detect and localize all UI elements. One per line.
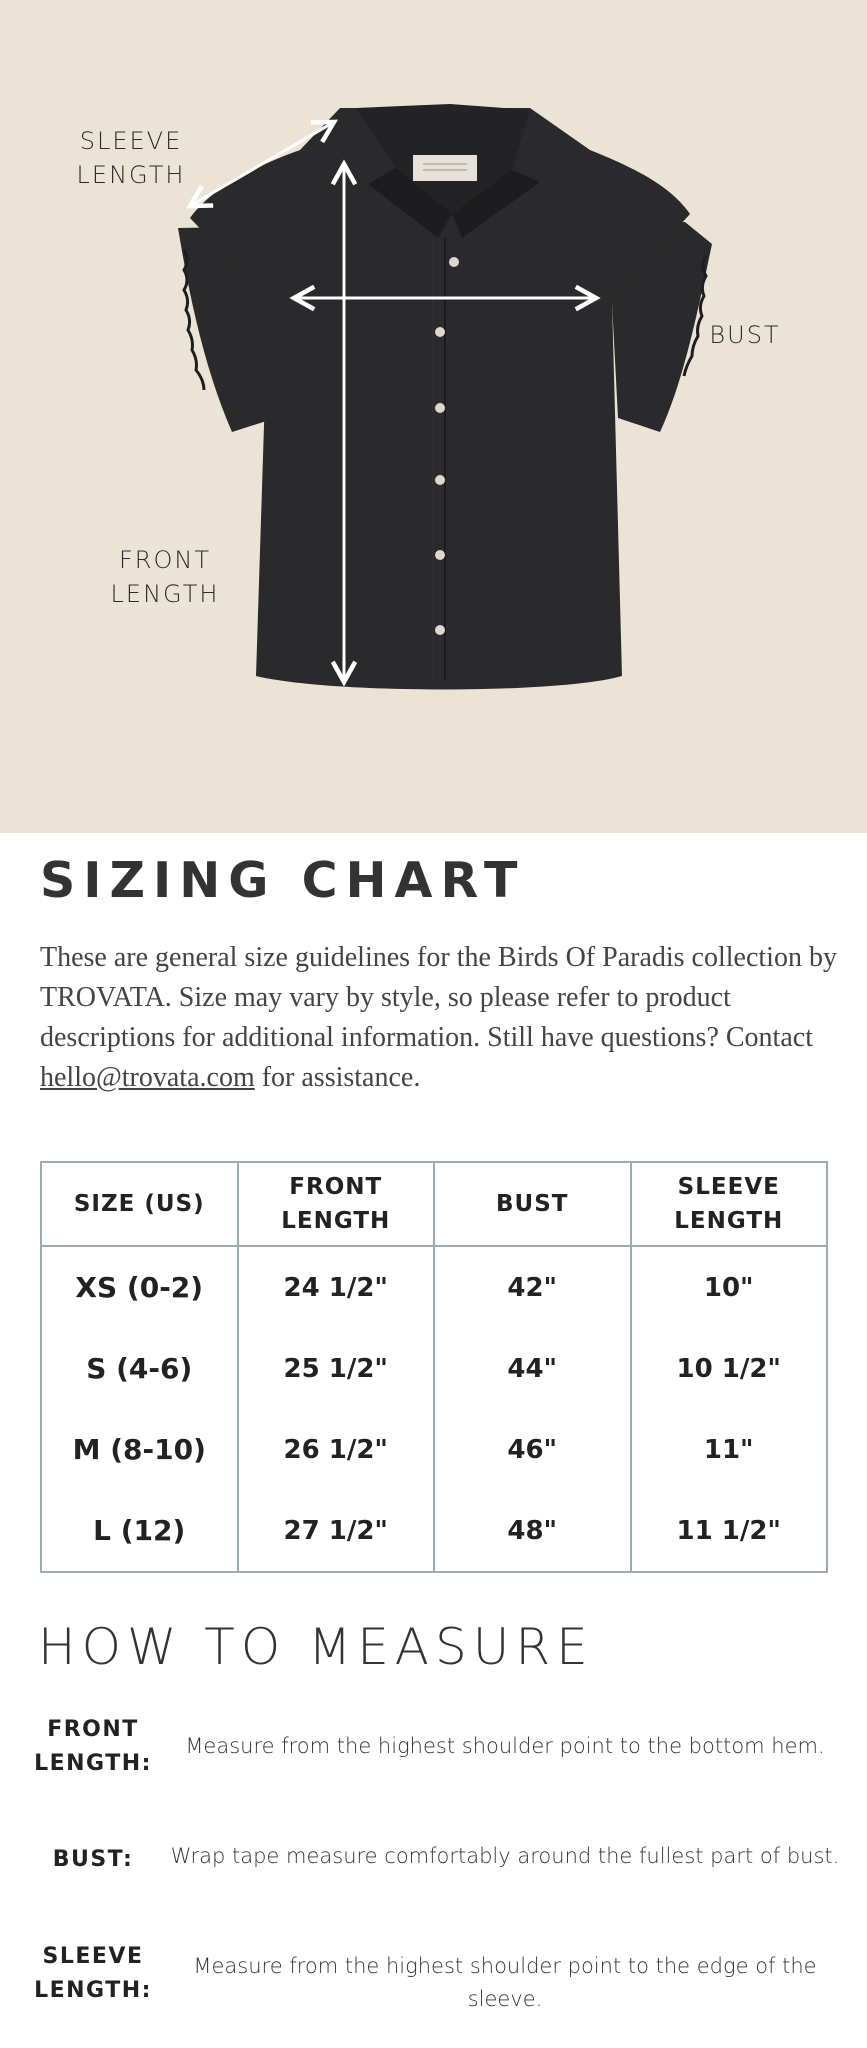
intro-paragraph: These are general size guidelines for the Birds Of Paradis collection by TROVATA. Size may vary by style, so please refer to product descriptions for additional information. Still have questions? Contact hello@trovata.com for assistance. bbox=[40, 942, 837, 1093]
table-row bbox=[41, 1328, 827, 1409]
table-row bbox=[41, 1246, 827, 1328]
measure-desc-bust: Wrap tape measure comfortably around the fullest part of bust. bbox=[170, 1844, 840, 1868]
cell-bust: 48" bbox=[434, 1490, 631, 1572]
front-length-label: FRONT LENGTH bbox=[110, 546, 220, 608]
table-header-row bbox=[41, 1162, 827, 1246]
cell-front-length: 25 1/2" bbox=[238, 1328, 435, 1409]
how-to-measure-title: HOW TO MEASURE bbox=[38, 1618, 594, 1676]
measure-term-sleeve-length: SLEEVE LENGTH: bbox=[34, 1944, 152, 2003]
bust-label: BUST bbox=[709, 321, 781, 349]
cell-size: L (12) bbox=[41, 1490, 238, 1572]
cell-size: XS (0-2) bbox=[41, 1246, 238, 1328]
cell-sleeve-length: 11" bbox=[631, 1409, 828, 1490]
header-size: SIZE (US) bbox=[41, 1162, 238, 1246]
cell-bust: 42" bbox=[434, 1246, 631, 1328]
table-row bbox=[41, 1409, 827, 1490]
table-row bbox=[41, 1490, 827, 1572]
measure-term-bust: BUST: bbox=[52, 1847, 134, 1872]
cell-size: S (4-6) bbox=[41, 1328, 238, 1409]
measure-term-front-length: FRONT LENGTH: bbox=[34, 1717, 152, 1776]
header-sleeve-length: SLEEVE LENGTH bbox=[631, 1162, 828, 1246]
cell-sleeve-length: 10" bbox=[631, 1246, 828, 1328]
sizing-chart-title: SIZING CHART bbox=[40, 852, 526, 909]
cell-front-length: 24 1/2" bbox=[238, 1246, 435, 1328]
size-table bbox=[40, 1161, 828, 1573]
cell-front-length: 27 1/2" bbox=[238, 1490, 435, 1572]
cell-size: M (8-10) bbox=[41, 1409, 238, 1490]
header-front-length: FRONT LENGTH bbox=[238, 1162, 435, 1246]
header-bust: BUST bbox=[434, 1162, 631, 1246]
product-diagram bbox=[0, 0, 867, 833]
cell-bust: 46" bbox=[434, 1409, 631, 1490]
cell-sleeve-length: 10 1/2" bbox=[631, 1328, 828, 1409]
measure-desc-sleeve-length: Measure from the highest shoulder point to the edge of the sleeve. bbox=[193, 1954, 817, 2011]
cell-front-length: 26 1/2" bbox=[238, 1409, 435, 1490]
sleeve-length-label: SLEEVE LENGTH bbox=[76, 127, 186, 189]
contact-email-link[interactable]: hello@trovata.com bbox=[40, 1062, 255, 1093]
measure-desc-front-length: Measure from the highest shoulder point to the bottom hem. bbox=[185, 1734, 825, 1758]
shirt-illustration bbox=[178, 104, 712, 690]
cell-sleeve-length: 11 1/2" bbox=[631, 1490, 828, 1572]
cell-bust: 44" bbox=[434, 1328, 631, 1409]
